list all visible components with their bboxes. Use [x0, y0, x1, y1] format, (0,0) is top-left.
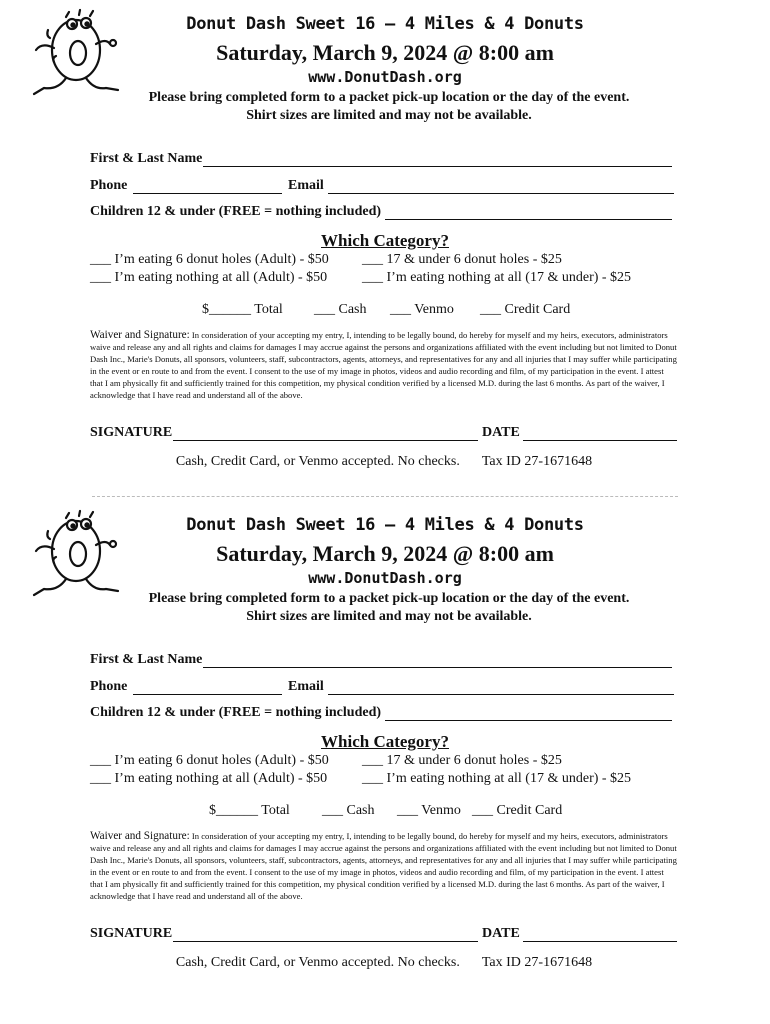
category-heading: Which Category? — [321, 732, 449, 751]
payment-total[interactable]: $______ Total — [202, 302, 283, 317]
date-label: DATE — [482, 425, 520, 440]
tax-id: Tax ID 27-1671648 — [481, 955, 593, 970]
waiver-label: Waiver and Signature: — [90, 329, 190, 341]
phone-input-line[interactable] — [133, 179, 282, 194]
date-line[interactable] — [523, 927, 677, 942]
event-website: www.DonutDash.org — [308, 68, 462, 86]
email-input-line[interactable] — [328, 680, 674, 695]
waiver-label: Waiver and Signature: — [90, 830, 190, 842]
cut-line-divider — [92, 496, 678, 497]
option-youth-nothing[interactable]: ___ I’m eating nothing at all (17 & under) - $25 — [362, 771, 632, 786]
payment-cash[interactable]: ___ Cash — [314, 302, 367, 317]
event-date: Saturday, March 9, 2024 @ 8:00 am — [216, 541, 554, 566]
shirt-note: Shirt sizes are limited and may not be available. — [246, 108, 532, 123]
option-adult-donut-holes[interactable]: ___ I’m eating 6 donut holes (Adult) - $50 — [90, 753, 329, 768]
date-line[interactable] — [523, 426, 677, 441]
payment-accepted-note — [90, 454, 678, 470]
option-adult-donut-holes[interactable]: ___ I’m eating 6 donut holes (Adult) - $50 — [90, 252, 329, 267]
shirt-note: Shirt sizes are limited and may not be available. — [246, 609, 532, 624]
event-title: Donut Dash Sweet 16 – 4 Miles & 4 Donuts — [186, 515, 584, 535]
email-label: Email — [288, 178, 324, 193]
name-label: First & Last Name — [90, 151, 203, 166]
email-input-line[interactable] — [328, 179, 674, 194]
payment-cash[interactable]: ___ Cash — [322, 803, 375, 818]
event-date: Saturday, March 9, 2024 @ 8:00 am — [216, 40, 554, 65]
payment-credit-card[interactable]: ___ Credit Card — [480, 302, 571, 317]
phone-input-line[interactable] — [133, 680, 282, 695]
packet-note: Please bring completed form to a packet pick-up location or the day of the event. — [148, 90, 630, 105]
signature-label: SIGNATURE — [90, 926, 173, 941]
name-input-line[interactable] — [203, 152, 672, 167]
event-title: Donut Dash Sweet 16 – 4 Miles & 4 Donuts — [186, 14, 584, 34]
children-label: Children 12 & under (FREE = nothing included) — [90, 705, 382, 720]
packet-note: Please bring completed form to a packet pick-up location or the day of the event. — [148, 591, 630, 606]
registration-form-top — [0, 0, 770, 500]
payment-accepted-note — [90, 955, 678, 971]
waiver-paragraph — [90, 830, 678, 903]
children-label: Children 12 & under (FREE = nothing included) — [90, 204, 382, 219]
phone-label: Phone — [90, 679, 128, 694]
option-youth-nothing[interactable]: ___ I’m eating nothing at all (17 & under) - $25 — [362, 270, 632, 285]
accepted-methods: Cash, Credit Card, or Venmo accepted. No checks. — [175, 454, 460, 469]
waiver-paragraph — [90, 329, 678, 402]
phone-label: Phone — [90, 178, 128, 193]
email-label: Email — [288, 679, 324, 694]
signature-line[interactable] — [173, 426, 478, 441]
payment-total[interactable]: $______ Total — [209, 803, 290, 818]
waiver-text: In consideration of your accepting my entry, I, intending to be legally bound, do hereby for myself and my heirs, executors, administrators waive and release any and all rights and claims for damages I may accrue against the persons and organizations affiliated with the event including but not limited to Donut Dash Inc., Marie's Donuts, all sponsors, volunteers, staff, subcontractors, agents, attorneys, and representatives for any and all injuries that I may suffer while participating in the event or en route to and from the event. I consent to the use of my image in photos, videos and audio recording and film, of my participation in the event. I attest that I am physically fit and sufficiently trained for this competition, my physical condition verified by a licensed M.D. during the last 6 months. As part of the waiver, I acknowledge that I have read and understand all of the above. — [90, 831, 677, 902]
name-input-line[interactable] — [203, 653, 672, 668]
category-heading: Which Category? — [321, 231, 449, 250]
option-adult-nothing[interactable]: ___ I’m eating nothing at all (Adult) - $50 — [90, 771, 328, 786]
option-adult-nothing[interactable]: ___ I’m eating nothing at all (Adult) - $50 — [90, 270, 328, 285]
signature-line[interactable] — [173, 927, 478, 942]
payment-venmo[interactable]: ___ Venmo — [397, 803, 461, 818]
waiver-text: In consideration of your accepting my entry, I, intending to be legally bound, do hereby for myself and my heirs, executors, administrators waive and release any and all rights and claims for damages I may accrue against the persons and organizations affiliated with the event including but not limited to Donut Dash Inc., Marie's Donuts, all sponsors, volunteers, staff, subcontractors, agents, attorneys, and representatives for any and all injuries that I may suffer while participating in the event or en route to and from the event. I consent to the use of my image in photos, videos and audio recording and film, of my participation in the event. I attest that I am physically fit and sufficiently trained for this competition, my physical condition verified by a licensed M.D. during the last 6 months. As part of the waiver, I acknowledge that I have read and understand all of the above. — [90, 330, 677, 401]
tax-id: Tax ID 27-1671648 — [481, 454, 593, 469]
payment-venmo[interactable]: ___ Venmo — [390, 302, 454, 317]
name-label: First & Last Name — [90, 652, 203, 667]
signature-label: SIGNATURE — [90, 425, 173, 440]
children-input-line[interactable] — [385, 205, 672, 220]
date-label: DATE — [482, 926, 520, 941]
option-youth-donut-holes[interactable]: ___ 17 & under 6 donut holes - $25 — [362, 252, 562, 267]
option-youth-donut-holes[interactable]: ___ 17 & under 6 donut holes - $25 — [362, 753, 562, 768]
accepted-methods: Cash, Credit Card, or Venmo accepted. No checks. — [175, 955, 460, 970]
payment-credit-card[interactable]: ___ Credit Card — [472, 803, 563, 818]
event-website: www.DonutDash.org — [308, 569, 462, 587]
registration-form-bottom — [0, 501, 770, 1001]
children-input-line[interactable] — [385, 706, 672, 721]
